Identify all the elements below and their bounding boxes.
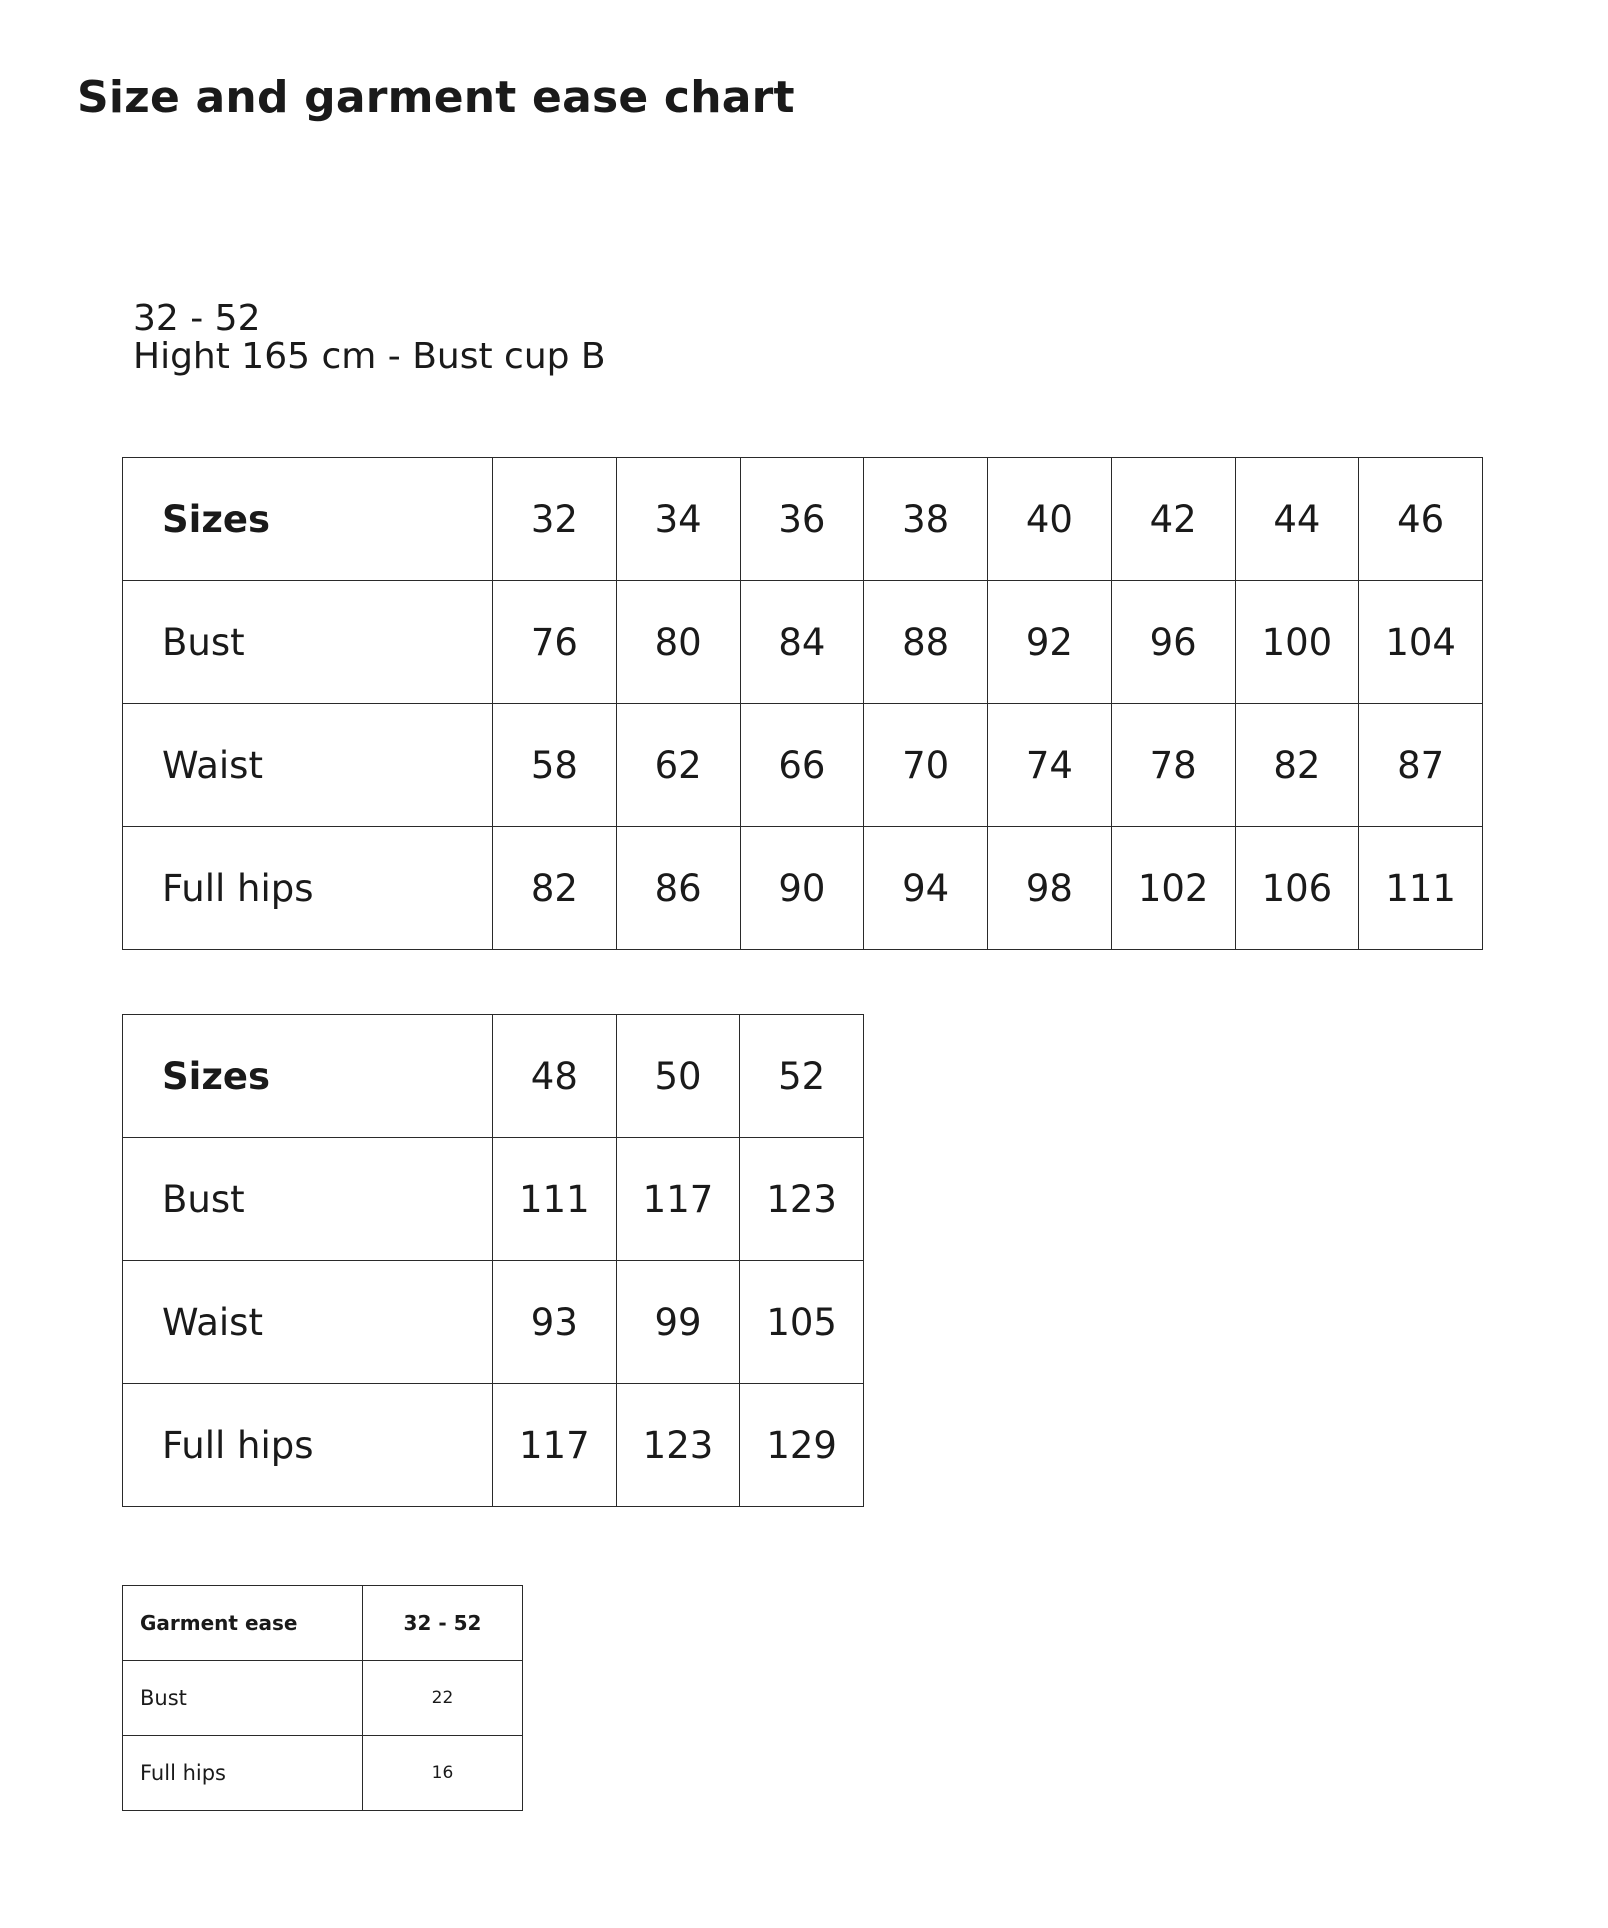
row-label-bust: Bust <box>123 581 493 704</box>
row-label-full-hips: Full hips <box>123 1384 493 1507</box>
size-cell: 40 <box>988 458 1112 581</box>
value-cell: 104 <box>1359 581 1483 704</box>
value-cell: 76 <box>493 581 617 704</box>
value-cell: 82 <box>493 827 617 950</box>
model-info-text: Hight 165 cm - Bust cup B <box>133 336 606 377</box>
value-cell: 84 <box>740 581 864 704</box>
table-row <box>123 1736 523 1811</box>
size-cell: 52 <box>740 1015 864 1138</box>
value-cell: 96 <box>1111 581 1235 704</box>
value-cell: 87 <box>1359 704 1483 827</box>
size-cell: 34 <box>616 458 740 581</box>
value-cell: 93 <box>493 1261 617 1384</box>
row-label-waist: Waist <box>123 704 493 827</box>
table-row <box>123 704 1483 827</box>
sizes-label: Sizes <box>123 458 493 581</box>
ease-size-range: 32 - 52 <box>363 1586 523 1661</box>
value-cell: 111 <box>1359 827 1483 950</box>
table-row <box>123 1138 864 1261</box>
size-range-text: 32 - 52 <box>133 298 261 339</box>
table-row <box>123 1261 864 1384</box>
value-cell: 88 <box>864 581 988 704</box>
value-cell: 66 <box>740 704 864 827</box>
garment-ease-label: Garment ease <box>123 1586 363 1661</box>
sizes-label: Sizes <box>123 1015 493 1138</box>
value-cell: 94 <box>864 827 988 950</box>
value-cell: 90 <box>740 827 864 950</box>
value-cell: 74 <box>988 704 1112 827</box>
value-cell: 86 <box>616 827 740 950</box>
value-cell: 82 <box>1235 704 1359 827</box>
size-cell: 46 <box>1359 458 1483 581</box>
value-cell: 102 <box>1111 827 1235 950</box>
table-row <box>123 1661 523 1736</box>
size-cell: 50 <box>616 1015 740 1138</box>
ease-row-label-full-hips: Full hips <box>123 1736 363 1811</box>
page-title: Size and garment ease chart <box>77 72 795 123</box>
size-cell: 38 <box>864 458 988 581</box>
row-label-full-hips: Full hips <box>123 827 493 950</box>
garment-ease-table <box>122 1585 523 1811</box>
value-cell: 117 <box>493 1384 617 1507</box>
value-cell: 105 <box>740 1261 864 1384</box>
table-header-row <box>123 458 1483 581</box>
model-info-block <box>133 300 606 376</box>
ease-header-row <box>123 1586 523 1661</box>
value-cell: 100 <box>1235 581 1359 704</box>
row-label-bust: Bust <box>123 1138 493 1261</box>
size-table-32-46 <box>122 457 1483 950</box>
ease-value-cell: 16 <box>363 1736 523 1811</box>
table-header-row <box>123 1015 864 1138</box>
size-cell: 48 <box>493 1015 617 1138</box>
value-cell: 106 <box>1235 827 1359 950</box>
value-cell: 80 <box>616 581 740 704</box>
value-cell: 111 <box>493 1138 617 1261</box>
row-label-waist: Waist <box>123 1261 493 1384</box>
value-cell: 123 <box>740 1138 864 1261</box>
table-row <box>123 827 1483 950</box>
size-table-48-52 <box>122 1014 864 1507</box>
value-cell: 92 <box>988 581 1112 704</box>
value-cell: 123 <box>616 1384 740 1507</box>
value-cell: 99 <box>616 1261 740 1384</box>
size-cell: 44 <box>1235 458 1359 581</box>
size-cell: 42 <box>1111 458 1235 581</box>
ease-row-label-bust: Bust <box>123 1661 363 1736</box>
size-cell: 36 <box>740 458 864 581</box>
size-cell: 32 <box>493 458 617 581</box>
value-cell: 62 <box>616 704 740 827</box>
value-cell: 117 <box>616 1138 740 1261</box>
value-cell: 98 <box>988 827 1112 950</box>
value-cell: 70 <box>864 704 988 827</box>
value-cell: 129 <box>740 1384 864 1507</box>
value-cell: 58 <box>493 704 617 827</box>
table-row <box>123 1384 864 1507</box>
table-row <box>123 581 1483 704</box>
value-cell: 78 <box>1111 704 1235 827</box>
ease-value-cell: 22 <box>363 1661 523 1736</box>
